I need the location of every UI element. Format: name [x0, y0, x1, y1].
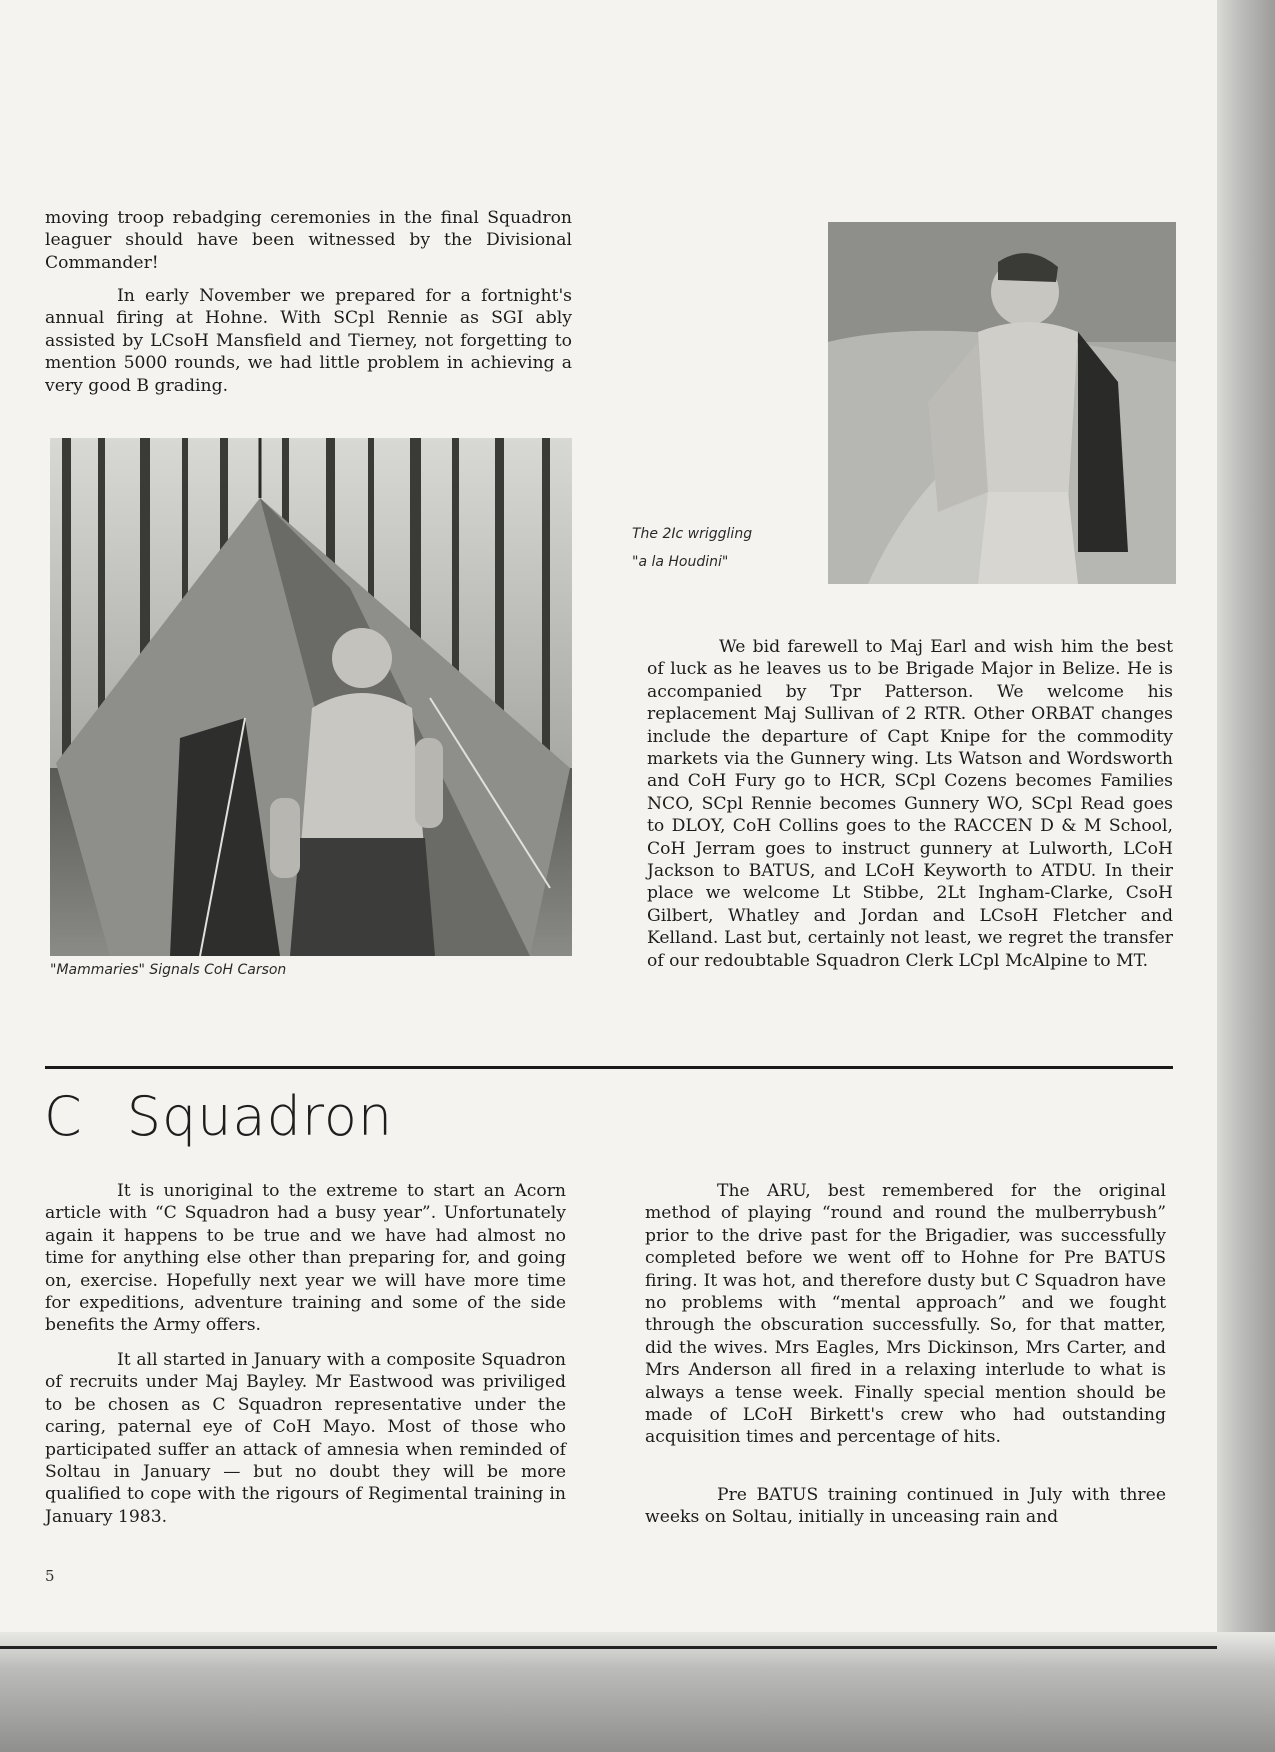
- bottom-rule: [0, 1646, 1217, 1649]
- c-squadron-paragraph-1: It is unoriginal to the extreme to start an Acorn article with “C Squadron had a busy year”. Unfortunately again it happens to be true and we have had almost no time for anything else other than preparing for, and going on, exercise. Hopefully next year we will have more time for expeditions, adventure training and some of the side benefits the Army offers.: [45, 1181, 566, 1336]
- section-title-word: Squadron: [126, 1085, 394, 1148]
- orbat-paragraph: We bid farewell to Maj Earl and wish him the best of luck as he leaves us to be Brigade Major in Belize. He is accompanied by Tpr Patterson. We welcome his replacement Maj Sullivan of 2 RTR. Other ORBAT changes include the departure of Capt Knipe for the commodity markets via the Gunnery wing. Lts Watson and Wordsworth and CoH Fury go to HCR, SCpl Cozens becomes Families NCO, SCpl Rennie becomes Gunnery WO, SCpl Read goes to DLOY, CoH Collins goes to the RACCEN D & M School, CoH Jerram goes to instruct gunnery at Lulworth, LCoH Jackson to BATUS, and LCoH Keyworth to ATDU. In their place we welcome Lt Stibbe, 2Lt Ingham-Clarke, CsoH Gilbert, Whatley and Jordan and LCsoH Fletcher and Kelland. Last but, certainly not least, we regret the transfer of our redoubtable Squadron Clerk LCpl McAlpine to MT.: [647, 637, 1173, 971]
- houdini-photo-drawing: [828, 222, 1176, 584]
- page-number: 5: [45, 1567, 55, 1585]
- c-squadron-paragraph-2: It all started in January with a composite Squadron of recruits under Maj Bayley. Mr Eastwood was priviliged to be chosen as C Squadron representative under the caring, paternal eye of CoH Mayo. Most of those who participated suffer an attack of amnesia when reminded of Soltau in January — but no doubt they will be more qualified to cope with the rigours of Regimental training in January 1983.: [45, 1350, 566, 1527]
- section-title-letter: C: [44, 1085, 83, 1148]
- tent-photo-caption: "Mammaries" Signals CoH Carson: [50, 962, 287, 978]
- houdini-caption-line-2: "a la Houdini": [632, 554, 729, 570]
- section-divider: [45, 1066, 1173, 1069]
- section-title: [44, 1082, 393, 1152]
- houdini-photo: [828, 222, 1176, 584]
- houdini-caption-line-1: The 2Ic wriggling: [632, 526, 753, 542]
- c-squadron-paragraph-4: Pre BATUS training continued in July with three weeks on Soltau, initially in unceasing rain and: [645, 1485, 1166, 1528]
- tent-photo: [50, 438, 572, 956]
- tent-photo-drawing: [50, 438, 572, 956]
- c-squadron-paragraph-3: The ARU, best remembered for the original method of playing “round and round the mulberrybush” prior to the drive past for the Brigadier, was successfully completed before we went off to Hohne for Pre BATUS firing. It was hot, and therefore dusty but C Squadron have no problems with “mental approach” and we fought through the obscuration successfully. So, for that matter, did the wives. Mrs Eagles, Mrs Dickinson, Mrs Carter, and Mrs Anderson all fired in a relaxing interlude to what is always a tense week. Finally special mention should be made of LCoH Birkett's crew who had outstanding acquisition times and percentage of hits.: [645, 1181, 1166, 1448]
- intro-paragraph-2: In early November we prepared for a fortnight's annual firing at Hohne. With SCpl Rennie as SGI ably assisted by LCsoH Mansfield and Tierney, not forgetting to mention 5000 rounds, we had little problem in achieving a very good B grading.: [45, 286, 572, 396]
- intro-paragraph-1: moving troop rebadging ceremonies in the final Squadron leaguer should have been witnessed by the Divisional Commander!: [45, 208, 572, 273]
- page-bottom-edge: [0, 1632, 1275, 1752]
- page-binding-shadow: [1217, 0, 1275, 1752]
